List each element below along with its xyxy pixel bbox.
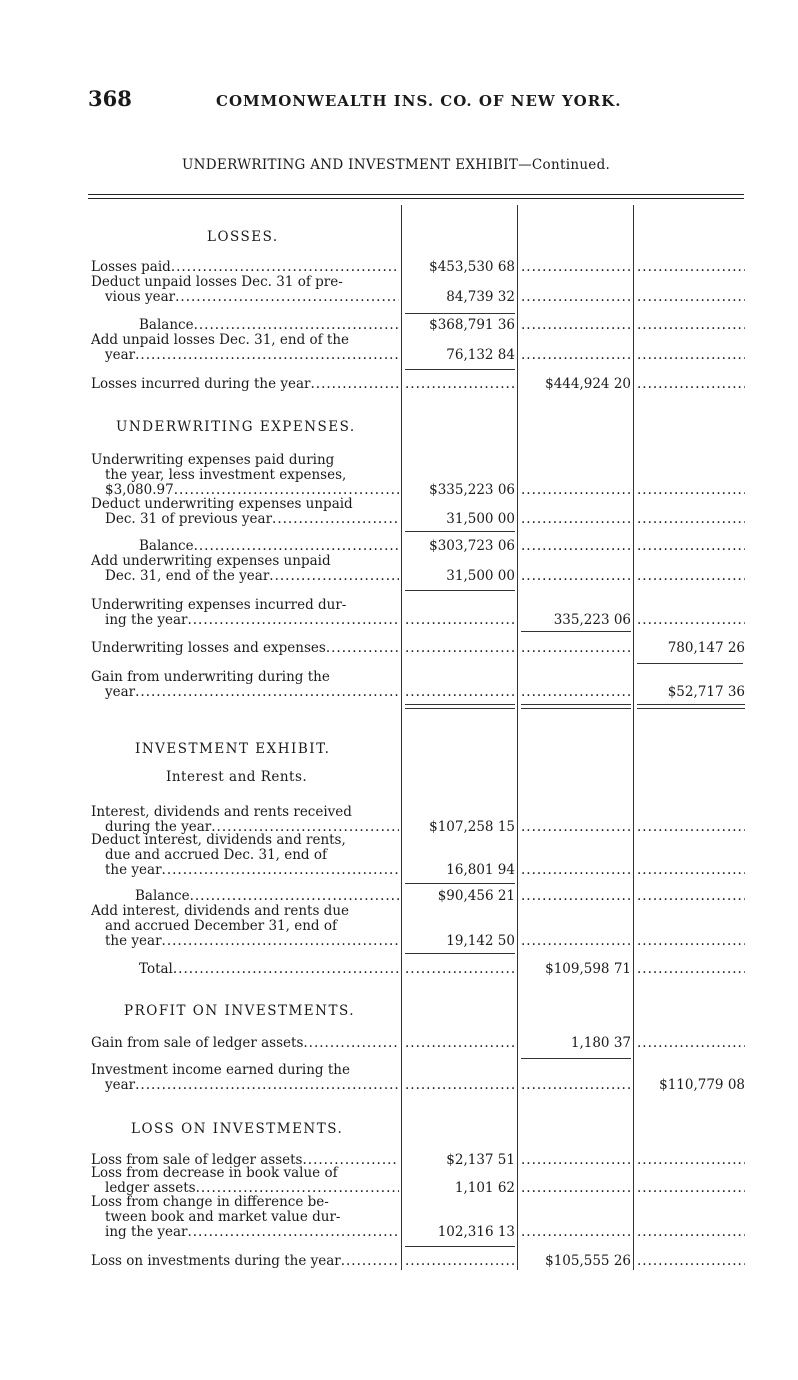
- amount-cell: $335,223 06: [429, 482, 515, 498]
- row-label-line: Loss from sale of ledger assets: [91, 1152, 303, 1168]
- total-double-rule: [405, 704, 515, 706]
- leader-dots-cell: [521, 685, 631, 700]
- row-label-line: Add underwriting expenses unpaid: [91, 553, 331, 569]
- leader-dots-cell: [521, 1153, 631, 1168]
- leader-dots-cell: [405, 1036, 515, 1051]
- total-double-rule: [637, 704, 745, 706]
- leader-dots-cell: [521, 889, 631, 904]
- total-double-rule: [521, 708, 631, 710]
- amount-cell: $52,717 36: [667, 684, 745, 700]
- leader-dots: [194, 318, 399, 333]
- section-heading-investment-exhibit: INVESTMENT EXHIBIT.: [135, 741, 331, 757]
- row-label: [91, 805, 399, 835]
- row-label-line: year: [105, 684, 136, 700]
- row-label-line: Losses incurred during the year: [91, 376, 311, 392]
- leader-dots-cell: [521, 318, 631, 333]
- subtotal-rule: [521, 631, 631, 632]
- leader-dots: [190, 889, 399, 904]
- row-label: [91, 670, 399, 700]
- leader-dots: [311, 377, 399, 392]
- amount-cell: $107,258 15: [429, 819, 515, 835]
- subtotal-rule: [405, 1246, 515, 1247]
- row-label-line: Add unpaid losses Dec. 31, end of the: [91, 332, 350, 348]
- row-label-line: $3,080.97: [105, 482, 174, 498]
- row-label-line: ledger assets: [105, 1180, 196, 1196]
- leader-dots: [187, 613, 399, 628]
- leader-dots-cell: [637, 863, 745, 878]
- subtotal-rule: [405, 883, 515, 884]
- row-label: [91, 275, 399, 305]
- leader-dots-cell: [405, 377, 515, 392]
- leader-dots-cell: [521, 512, 631, 527]
- leader-dots-cell: [521, 863, 631, 878]
- row-label-line: due and accrued Dec. 31, end of: [105, 847, 327, 863]
- leader-dots: [135, 348, 399, 363]
- amount-cell: $444,924 20: [545, 376, 631, 392]
- leader-dots: [162, 863, 399, 878]
- leader-dots-cell: [405, 685, 515, 700]
- leader-dots: [171, 260, 399, 275]
- leader-dots-cell: [521, 569, 631, 584]
- amount-cell: 84,739 32: [446, 289, 515, 305]
- row-label-line: Gain from underwriting during the: [91, 669, 330, 685]
- row-label-line: tween book and market value dur-: [105, 1209, 341, 1225]
- row-label-line: Interest, dividends and rents received: [91, 804, 352, 820]
- total-double-rule: [521, 704, 631, 706]
- leader-dots-cell: [521, 1181, 631, 1196]
- leader-dots-cell: [637, 483, 745, 498]
- amount-cell: $303,723 06: [429, 538, 515, 554]
- row-label-line: the year: [105, 862, 162, 878]
- row-label: [91, 453, 399, 498]
- leader-dots-cell: [521, 348, 631, 363]
- row-label-line: during the year: [105, 819, 212, 835]
- amount-cell: $2,137 51: [446, 1152, 515, 1168]
- leader-dots-cell: [637, 1254, 745, 1269]
- leader-dots-cell: [521, 1078, 631, 1093]
- row-label: [91, 1063, 399, 1093]
- leader-dots: [341, 1254, 399, 1269]
- exhibit-title: UNDERWRITING AND INVESTMENT EXHIBIT—Continued.: [182, 157, 611, 173]
- amount-cell: 1,101 62: [454, 1180, 515, 1196]
- amount-cell: 780,147 26: [667, 640, 745, 656]
- amount-cell: 19,142 50: [446, 933, 515, 949]
- leader-dots-cell: [637, 1181, 745, 1196]
- leader-dots-cell: [405, 613, 515, 628]
- leader-dots: [326, 641, 399, 656]
- leader-dots-cell: [521, 260, 631, 275]
- row-label: [139, 539, 399, 554]
- row-label-line: Loss from decrease in book value of: [91, 1165, 338, 1181]
- row-label-line: the year, less investment expenses,: [105, 467, 347, 483]
- leader-dots: [269, 569, 399, 584]
- row-label: [135, 889, 399, 904]
- row-label-line: vious year: [105, 289, 176, 305]
- row-label-line: the year: [105, 933, 162, 949]
- row-label-line: Dec. 31 of previous year: [105, 511, 273, 527]
- row-label-line: Dec. 31, end of the year: [105, 568, 270, 584]
- row-label-line: year: [105, 347, 136, 363]
- leader-dots-cell: [637, 348, 745, 363]
- leader-dots-cell: [637, 1153, 745, 1168]
- column-divider: [517, 205, 518, 1270]
- subtotal-rule: [521, 1058, 631, 1059]
- section-heading-loss-on-investments: LOSS ON INVESTMENTS.: [131, 1121, 344, 1137]
- amount-cell: $105,555 26: [545, 1253, 631, 1269]
- top-rule: [88, 194, 744, 195]
- leader-dots: [303, 1036, 399, 1051]
- total-double-rule: [637, 708, 745, 710]
- row-label: [91, 904, 399, 949]
- leader-dots-cell: [521, 934, 631, 949]
- row-label-line: Balance: [135, 888, 190, 904]
- row-label: [91, 260, 399, 275]
- leader-dots-cell: [637, 377, 745, 392]
- row-label-line: Add interest, dividends and rents due: [91, 903, 350, 919]
- leader-dots: [162, 934, 399, 949]
- leader-dots-cell: [637, 260, 745, 275]
- leader-dots-cell: [637, 889, 745, 904]
- amount-cell: $368,791 36: [429, 317, 515, 333]
- leader-dots-cell: [521, 820, 631, 835]
- leader-dots-cell: [637, 512, 745, 527]
- leader-dots-cell: [637, 1036, 745, 1051]
- leader-dots-cell: [637, 820, 745, 835]
- row-label: [91, 497, 399, 527]
- section-heading-underwriting-expenses: UNDERWRITING EXPENSES.: [116, 419, 356, 435]
- row-label: [91, 333, 399, 363]
- leader-dots-cell: [637, 962, 745, 977]
- row-label: [91, 554, 399, 584]
- leader-dots: [135, 1078, 399, 1093]
- leader-dots-cell: [521, 483, 631, 498]
- page-number: 368: [88, 86, 132, 111]
- row-label: [91, 598, 399, 628]
- leader-dots-cell: [637, 1225, 745, 1240]
- column-divider: [633, 205, 634, 1270]
- amount-cell: 76,132 84: [446, 347, 515, 363]
- column-divider: [401, 205, 402, 1270]
- row-label: [91, 641, 399, 656]
- row-label-line: Investment income earned during the: [91, 1062, 350, 1078]
- amount-cell: 102,316 13: [437, 1224, 515, 1240]
- row-label-line: Loss on investments during the year: [91, 1253, 341, 1269]
- amount-cell: $90,456 21: [437, 888, 515, 904]
- amount-cell: 31,500 00: [446, 511, 515, 527]
- leader-dots-cell: [637, 539, 745, 554]
- leader-dots-cell: [405, 962, 515, 977]
- amount-cell: 1,180 37: [570, 1035, 631, 1051]
- leader-dots-cell: [637, 290, 745, 305]
- leader-dots-cell: [637, 569, 745, 584]
- row-label-line: Deduct unpaid losses Dec. 31 of pre-: [91, 274, 343, 290]
- amount-cell: 335,223 06: [553, 612, 631, 628]
- leader-dots-cell: [405, 1254, 515, 1269]
- leader-dots-cell: [637, 318, 745, 333]
- amount-cell: 16,801 94: [446, 862, 515, 878]
- leader-dots-cell: [521, 290, 631, 305]
- row-label-line: Underwriting expenses incurred dur-: [91, 597, 347, 613]
- row-label-line: Losses paid: [91, 259, 171, 275]
- leader-dots: [194, 539, 399, 554]
- subtotal-rule: [405, 313, 515, 314]
- subtotal-rule: [405, 531, 515, 532]
- row-label: [91, 1036, 399, 1051]
- row-label-line: and accrued December 31, end of: [105, 918, 337, 934]
- leader-dots-cell: [521, 539, 631, 554]
- row-label-line: Balance: [139, 317, 194, 333]
- leader-dots-cell: [405, 1078, 515, 1093]
- row-label-line: Underwriting expenses paid during: [91, 452, 335, 468]
- amount-cell: $453,530 68: [429, 259, 515, 275]
- leader-dots-cell: [521, 641, 631, 656]
- subtotal-rule: [405, 953, 515, 954]
- running-head: COMMONWEALTH INS. CO. OF NEW YORK.: [216, 92, 622, 110]
- top-rule-2: [88, 198, 744, 199]
- total-double-rule: [405, 708, 515, 710]
- row-label: [91, 1166, 399, 1196]
- subtotal-rule: [637, 663, 743, 664]
- row-label-line: Underwriting losses and expenses: [91, 640, 326, 656]
- row-label: [91, 833, 399, 878]
- row-label-line: Total: [139, 961, 173, 977]
- subtotal-rule: [405, 369, 515, 370]
- row-label: [91, 377, 399, 392]
- section-heading-profit-on-investments: PROFIT ON INVESTMENTS.: [124, 1003, 356, 1019]
- amount-cell: 31,500 00: [446, 568, 515, 584]
- leader-dots-cell: [405, 641, 515, 656]
- row-label-line: Loss from change in difference be-: [91, 1194, 329, 1210]
- leader-dots: [175, 290, 399, 305]
- amount-cell: $109,598 71: [545, 961, 631, 977]
- row-label: [91, 1195, 399, 1240]
- row-label-line: Balance: [139, 538, 194, 554]
- row-label: [139, 318, 399, 333]
- row-label-line: ing the year: [105, 1224, 188, 1240]
- row-label: [91, 1254, 399, 1269]
- leader-dots-cell: [637, 934, 745, 949]
- row-label: [139, 962, 399, 977]
- leader-dots: [187, 1225, 399, 1240]
- row-label-line: Deduct underwriting expenses unpaid: [91, 496, 353, 512]
- leader-dots: [272, 512, 399, 527]
- amount-cell: $110,779 08: [659, 1077, 745, 1093]
- row-label-line: year: [105, 1077, 136, 1093]
- row-label-line: ing the year: [105, 612, 188, 628]
- row-label-line: Deduct interest, dividends and rents,: [91, 832, 346, 848]
- leader-dots-cell: [521, 1225, 631, 1240]
- row-label-line: Gain from sale of ledger assets: [91, 1035, 304, 1051]
- section-heading-losses: LOSSES.: [207, 229, 279, 245]
- subheading-interest-and-rents: Interest and Rents.: [166, 769, 308, 785]
- leader-dots: [135, 685, 399, 700]
- subtotal-rule: [405, 590, 515, 591]
- leader-dots: [173, 962, 399, 977]
- leader-dots-cell: [637, 613, 745, 628]
